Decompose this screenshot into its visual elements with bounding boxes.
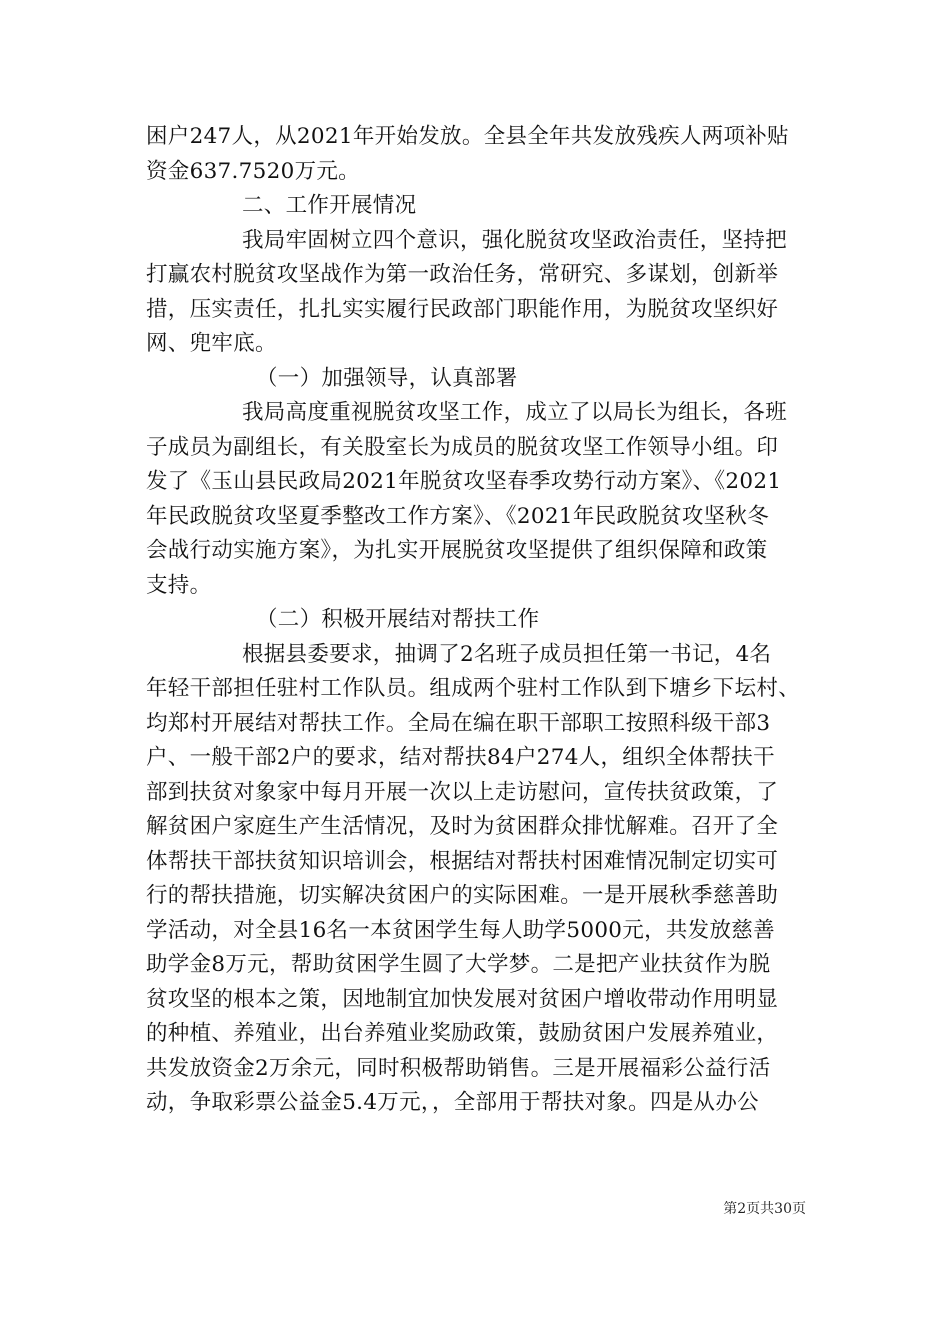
paragraph-line: 打赢农村脱贫攻坚战作为第一政治任务，常研究、多谋划，创新举 <box>146 262 779 287</box>
paragraph-line: 根据县委要求，抽调了2名班子成员担任第一书记，4名 <box>242 641 772 667</box>
paragraph-line: 年轻干部担任驻村工作队员。组成两个驻村工作队到下塘乡下坛村、 <box>146 676 801 701</box>
paragraph-line: 网、兜牢底。 <box>146 331 277 356</box>
paragraph-line: 均郑村开展结对帮扶工作。全局在编在职干部职工按照科级干部3 <box>146 710 771 736</box>
paragraph-line: 子成员为副组长，有关股室长为成员的脱贫攻坚工作领导小组。印 <box>146 434 779 460</box>
paragraph-line: 户、一般干部2户的要求，结对帮扶84户274人，组织全体帮扶干 <box>146 745 775 770</box>
paragraph-line: 贫攻坚的根本之策，因地制宜加快发展对贫困户增收带动作用明显 <box>146 986 779 1012</box>
paragraph-line: 支持。 <box>146 572 212 598</box>
paragraph-line: 共发放资金2万余元，同时积极帮助销售。三是开展福彩公益行活 <box>146 1055 771 1081</box>
paragraph-line: 我局牢固树立四个意识，强化脱贫攻坚政治责任，坚持把 <box>242 227 788 253</box>
page-number: 第2页共30页 <box>723 1201 806 1217</box>
paragraph-line: 部到扶贫对象家中每月开展一次以上走访慰问，宣传扶贫政策，了 <box>146 779 779 805</box>
paragraph-line: 解贫困户家庭生产生活情况，及时为贫困群众排忧解难。召开了全 <box>146 814 779 839</box>
paragraph-line: 措，压实责任，扎扎实实履行民政部门职能作用，为脱贫攻坚织好 <box>146 296 779 322</box>
paragraph-line: 我局高度重视脱贫攻坚工作，成立了以局长为组长，各班 <box>242 400 788 425</box>
subsection-heading: （二）积极开展结对帮扶工作 <box>256 607 540 632</box>
paragraph-line: 资金637.7520万元。 <box>146 158 360 184</box>
paragraph-line: 发了《玉山县民政局2021年脱贫攻坚春季攻势行动方案》、《2021 <box>146 469 782 494</box>
paragraph-line: 学活动，对全县16名一本贫困学生每人助学5000元，共发放慈善 <box>146 917 775 943</box>
subsection-heading: （一）加强领导，认真部署 <box>256 365 518 391</box>
paragraph-line: 体帮扶干部扶贫知识培训会，根据结对帮扶村困难情况制定切实可 <box>146 848 779 874</box>
paragraph-line: 困户247人，从2021年开始发放。全县全年共发放残疾人两项补贴 <box>146 124 789 149</box>
paragraph-line: 会战行动实施方案》，为扎实开展脱贫攻坚提供了组织保障和政策 <box>146 538 768 563</box>
section-heading: 二、工作开展情况 <box>242 193 417 218</box>
paragraph-line: 的种植、养殖业，出台养殖业奖励政策，鼓励贫困户发展养殖业， <box>146 1021 779 1046</box>
paragraph-line: 行的帮扶措施，切实解决贫困户的实际困难。一是开展秋季慈善助 <box>146 883 779 908</box>
paragraph-line: 助学金8万元，帮助贫困学生圆了大学梦。二是把产业扶贫作为脱 <box>146 952 771 977</box>
paragraph-line: 年民政脱贫攻坚夏季整改工作方案》、《2021年民政脱贫攻坚秋冬 <box>146 503 770 529</box>
paragraph-line: 动，争取彩票公益金5.4万元，，全部用于帮扶对象。四是从办公 <box>146 1090 759 1115</box>
body-text <box>146 120 806 1121</box>
